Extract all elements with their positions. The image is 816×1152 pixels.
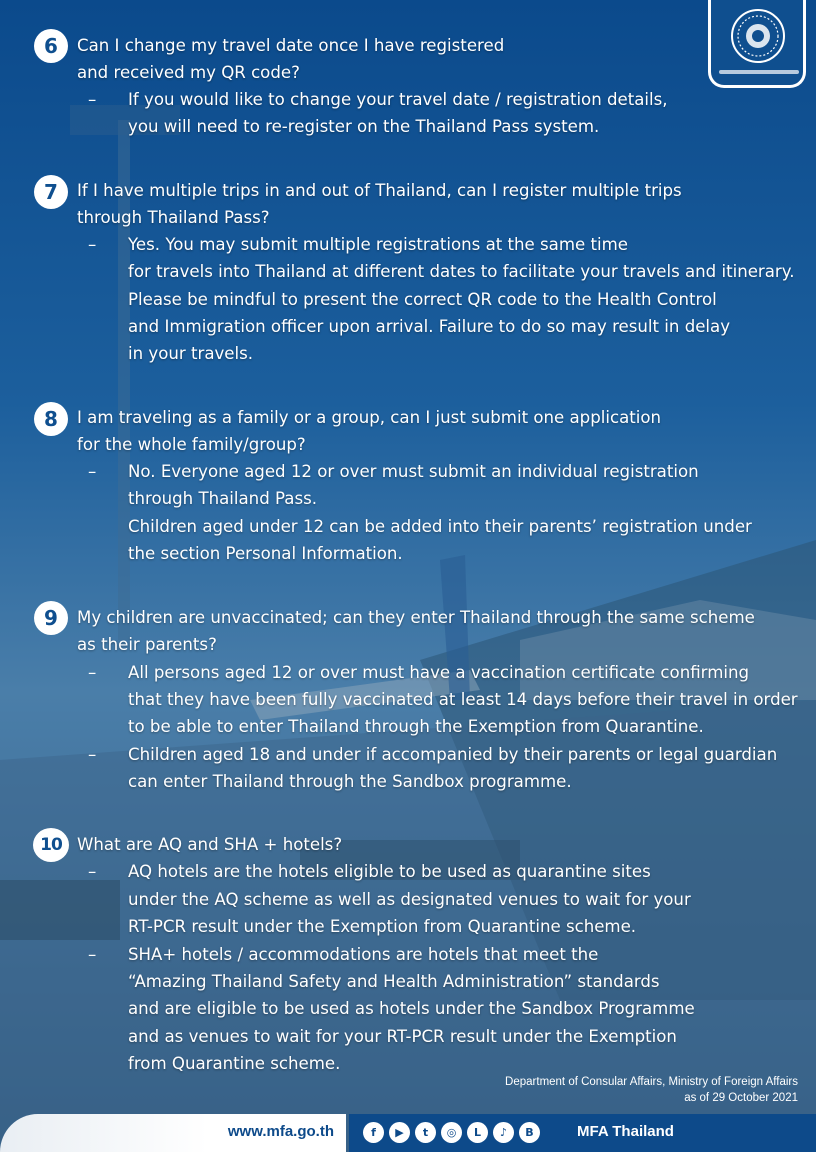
answer-text: through Thailand Pass.	[128, 489, 318, 508]
answer-text: AQ hotels are the hotels eligible to be used as quarantine sites	[128, 862, 651, 881]
answer-text: Please be mindful to present the correct QR code to the Health Control	[128, 290, 717, 309]
footer-social-area	[349, 1114, 816, 1152]
question-text: If I have multiple trips in and out of Thailand, can I register multiple trips	[77, 181, 682, 200]
youtube-icon[interactable]: ▶	[389, 1122, 410, 1143]
answer-dash: –	[88, 862, 97, 881]
answer-text: for travels into Thailand at different dates to facilitate your travels and itinerary.	[128, 262, 795, 281]
website-link[interactable]: www.mfa.go.th	[227, 1123, 334, 1140]
answer-dash: –	[88, 462, 97, 481]
answer-text: to be able to enter Thailand through the Exemption from Quarantine.	[128, 717, 704, 736]
answer-text: and Immigration officer upon arrival. Failure to do so may result in delay	[128, 317, 731, 336]
question-text: as their parents?	[77, 635, 217, 654]
question-number-badge: 6	[34, 29, 68, 63]
question-number-badge: 9	[34, 601, 68, 635]
seal-caption	[719, 70, 799, 74]
answer-text: under the AQ scheme as well as designated venues to wait for your	[128, 890, 691, 909]
answer-dash: –	[88, 663, 97, 682]
blockdit-icon[interactable]: B	[519, 1122, 540, 1143]
answer-text: Yes. You may submit multiple registrations at the same time	[128, 235, 628, 254]
footer-url-area	[0, 1114, 346, 1152]
question-number-badge: 10	[33, 828, 69, 862]
answer-text: RT-PCR result under the Exemption from Quarantine scheme.	[128, 917, 637, 936]
answer-text: If you would like to change your travel date / registration details,	[128, 90, 668, 109]
answer-text: and as venues to wait for your RT-PCR result under the Exemption	[128, 1027, 677, 1046]
answer-text: you will need to re-register on the Thailand Pass system.	[128, 117, 600, 136]
answer-text: that they have been fully vaccinated at least 14 days before their travel in order	[128, 690, 798, 709]
question-text: for the whole family/group?	[77, 435, 306, 454]
question-number-badge: 8	[34, 402, 68, 436]
answer-text: can enter Thailand through the Sandbox programme.	[128, 772, 572, 791]
source-department: Department of Consular Affairs, Ministry of Foreign Affairs	[505, 1076, 798, 1088]
instagram-icon[interactable]: ◎	[441, 1122, 462, 1143]
source-date: as of 29 October 2021	[684, 1092, 798, 1104]
answer-text: in your travels.	[128, 344, 254, 363]
question-text: What are AQ and SHA + hotels?	[77, 835, 343, 854]
answer-text: the section Personal Information.	[128, 544, 403, 563]
question-text: I am traveling as a family or a group, can I just submit one application	[77, 408, 662, 427]
answer-text: Children aged 18 and under if accompanied by their parents or legal guardian	[128, 745, 778, 764]
facebook-icon[interactable]: f	[363, 1122, 384, 1143]
answer-dash: –	[88, 235, 97, 254]
twitter-icon[interactable]: t	[415, 1122, 436, 1143]
brand-name: MFA Thailand	[577, 1123, 674, 1140]
source-note	[505, 1074, 798, 1106]
question-text: and received my QR code?	[77, 63, 300, 82]
footer-bar	[0, 1114, 816, 1152]
answer-text: from Quarantine scheme.	[128, 1054, 341, 1073]
line-icon[interactable]: L	[467, 1122, 488, 1143]
question-text: through Thailand Pass?	[77, 208, 270, 227]
answer-text: No. Everyone aged 12 or over must submit an individual registration	[128, 462, 699, 481]
mfa-logo-tab	[708, 0, 806, 88]
mfa-seal-icon	[730, 8, 786, 64]
answer-text: SHA+ hotels / accommodations are hotels that meet the	[128, 945, 599, 964]
answer-dash: –	[88, 945, 97, 964]
question-number-badge: 7	[34, 175, 68, 209]
answer-text: Children aged under 12 can be added into their parents’ registration under	[128, 517, 752, 536]
question-text: My children are unvaccinated; can they enter Thailand through the same scheme	[77, 608, 755, 627]
answer-text: “Amazing Thailand Safety and Health Administration” standards	[128, 972, 660, 991]
tiktok-icon[interactable]: ♪	[493, 1122, 514, 1143]
answer-text: and are eligible to be used as hotels under the Sandbox Programme	[128, 999, 695, 1018]
answer-dash: –	[88, 745, 97, 764]
question-text: Can I change my travel date once I have registered	[77, 36, 505, 55]
answer-dash: –	[88, 90, 97, 109]
answer-text: All persons aged 12 or over must have a vaccination certificate confirming	[128, 663, 750, 682]
